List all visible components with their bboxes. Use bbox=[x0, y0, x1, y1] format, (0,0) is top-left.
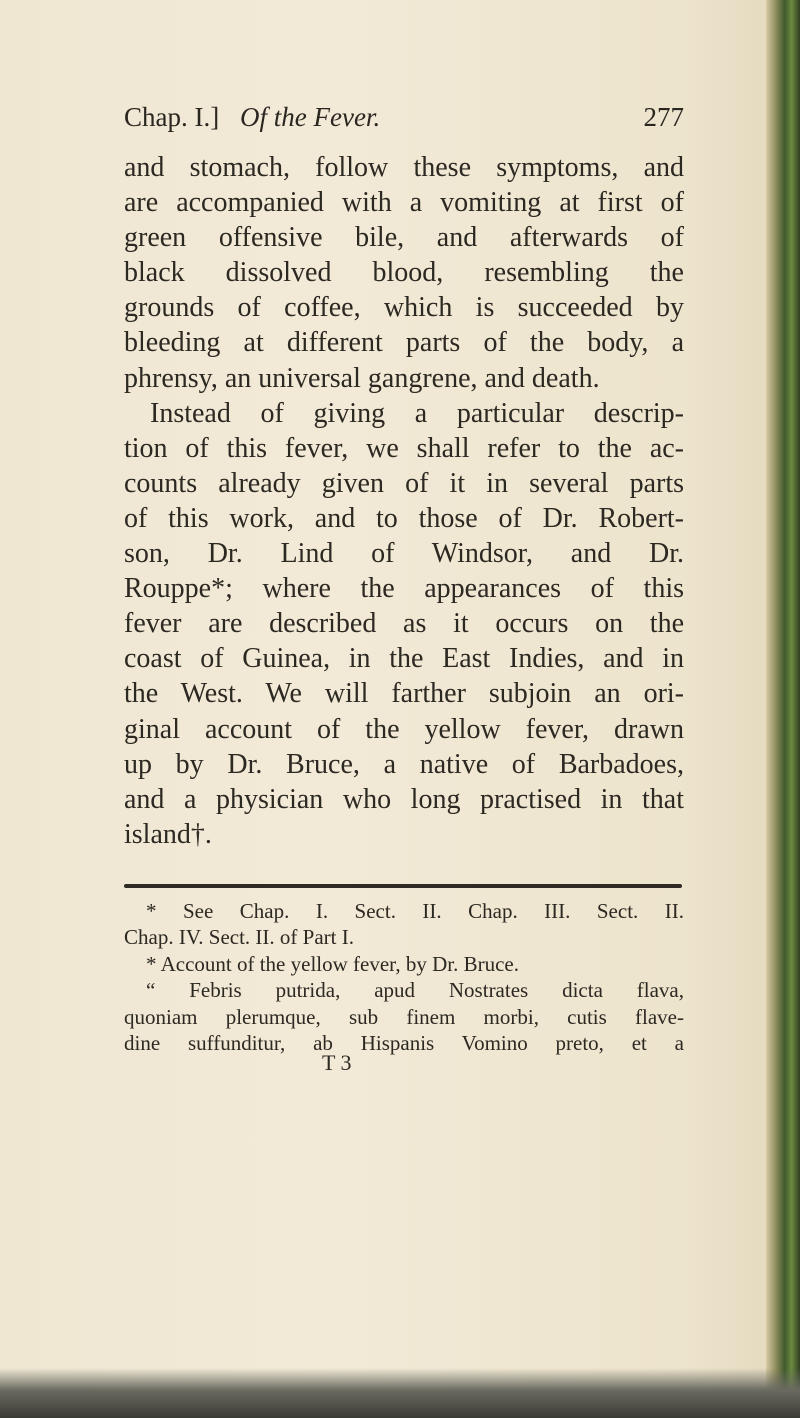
body-line: ginal account of the yellow fever, drawn bbox=[124, 713, 684, 745]
footnote-line: * Account of the yellow fever, by Dr. Bruce. bbox=[146, 951, 519, 976]
footnote-line: quoniam plerumque, sub finem morbi, cutis flave- bbox=[124, 1004, 684, 1029]
chapter-label: Chap. I.] bbox=[124, 102, 220, 132]
signature-mark: T 3 bbox=[322, 1050, 352, 1075]
body-line: black dissolved blood, resembling the bbox=[124, 257, 684, 289]
body-line: bleeding at different parts of the body, a bbox=[124, 327, 684, 359]
body-line: Rouppe*; where the appearances of this bbox=[124, 573, 684, 605]
footnotes bbox=[124, 898, 684, 1056]
footnote-line: * See Chap. I. Sect. II. Chap. III. Sect. II. bbox=[146, 899, 684, 923]
page-bottom-edge bbox=[0, 1368, 800, 1418]
body-line: green offensive bile, and afterwards of bbox=[124, 222, 684, 254]
body-line: and stomach, follow these symptoms, and bbox=[124, 152, 684, 183]
body-line: phrensy, an universal gangrene, and death. bbox=[124, 362, 600, 394]
footnote-rule bbox=[124, 884, 682, 888]
body-line: of this work, and to those of Dr. Robert- bbox=[124, 502, 684, 534]
body-line: the West. We will farther subjoin an ori- bbox=[124, 678, 684, 710]
body-line: coast of Guinea, in the East Indies, and in bbox=[124, 643, 684, 675]
body-line: and a physician who long practised in that bbox=[124, 783, 684, 815]
body-line: fever are described as it occurs on the bbox=[124, 608, 684, 640]
footnote-line: Chap. IV. Sect. II. of Part I. bbox=[124, 925, 354, 950]
running-title: Of the Fever. bbox=[240, 102, 381, 132]
book-spine bbox=[766, 0, 800, 1418]
body-line: island†. bbox=[124, 818, 212, 850]
body-line: up by Dr. Bruce, a native of Barbadoes, bbox=[124, 748, 684, 780]
body-line: are accompanied with a vomiting at first of bbox=[124, 187, 684, 219]
body-line: tion of this fever, we shall refer to the ac- bbox=[124, 432, 684, 464]
body-line: counts already given of it in several parts bbox=[124, 467, 684, 499]
footnote-line: dine suffunditur, ab Hispanis Vomino preto, et a bbox=[124, 1030, 684, 1055]
body-text bbox=[124, 150, 684, 852]
page-number: 277 bbox=[643, 102, 684, 132]
body-line: grounds of coffee, which is succeeded by bbox=[124, 292, 684, 324]
body-line: Instead of giving a particular descrip- bbox=[150, 397, 684, 429]
body-line: son, Dr. Lind of Windsor, and Dr. bbox=[124, 538, 684, 570]
running-header bbox=[124, 102, 684, 142]
footnote-line: “ Febris putrida, apud Nostrates dicta flava, bbox=[146, 978, 684, 1003]
